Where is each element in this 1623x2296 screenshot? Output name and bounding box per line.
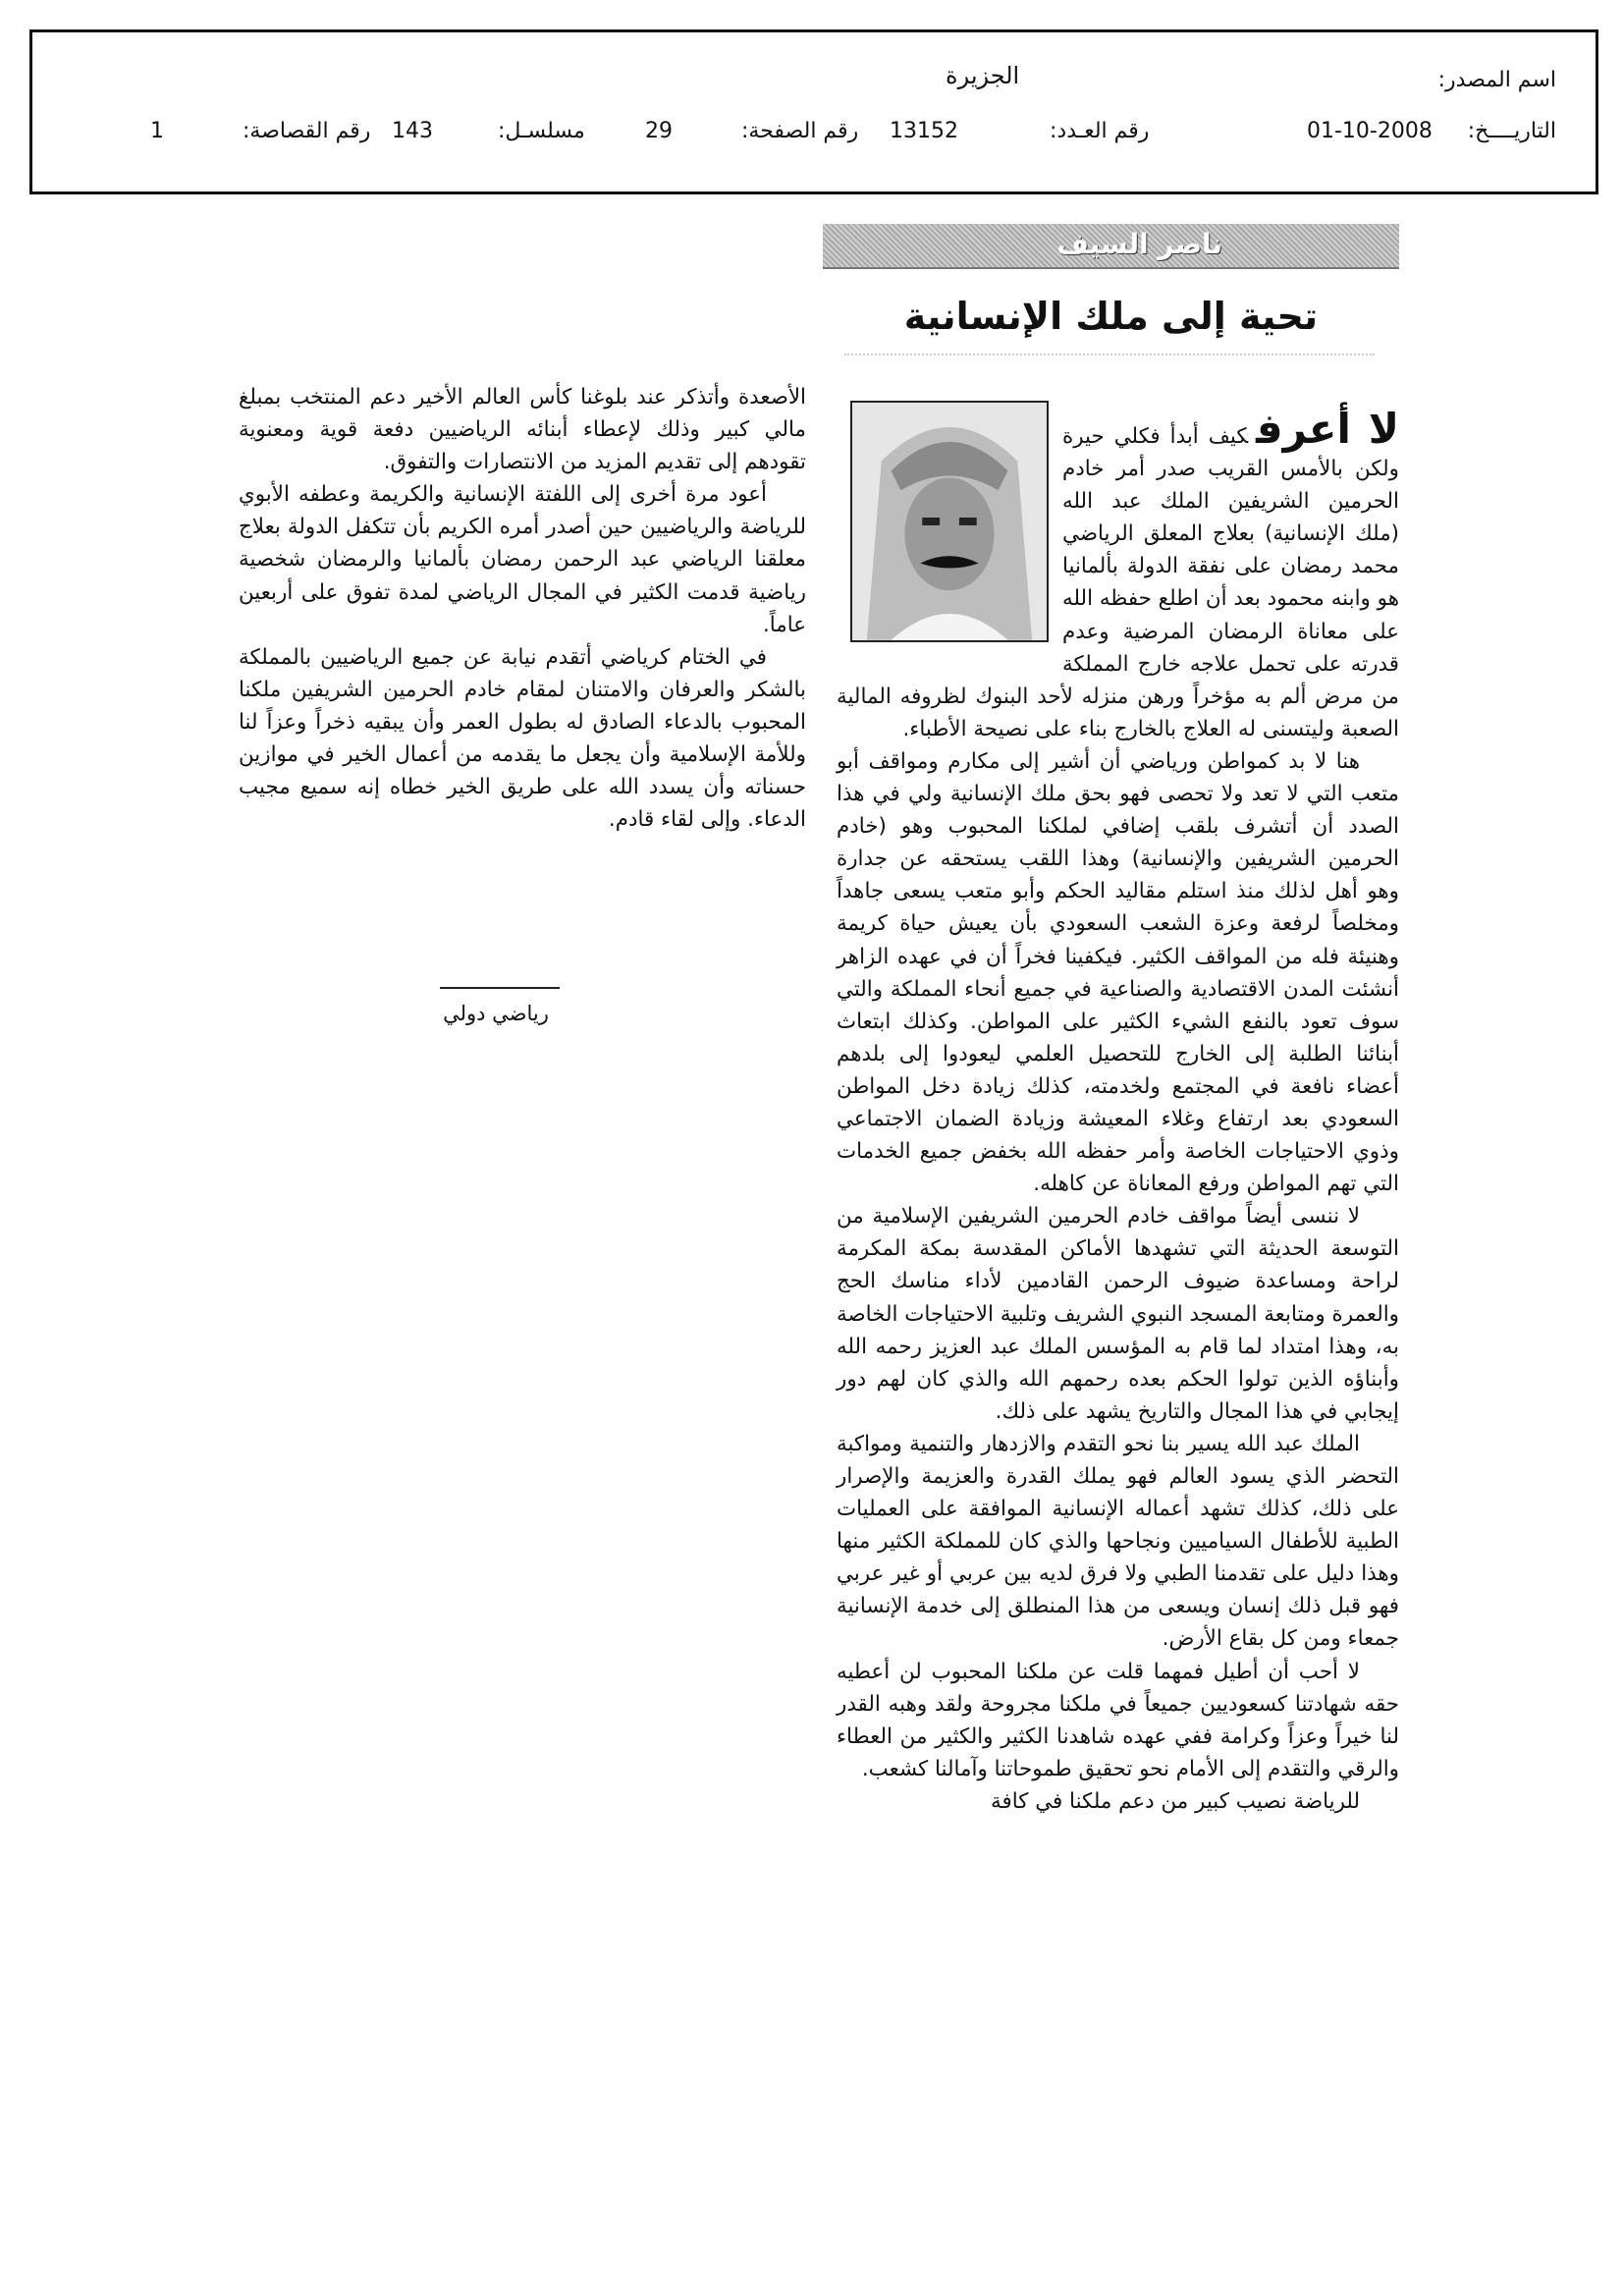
page-value: 29 xyxy=(645,119,673,143)
paragraph: هنا لا بد كمواطن ورياضي أن أشير إلى مكارم ومواقف أبو متعب التي لا تعد ولا تحصى فهو بحق ملك الإنسانية ولي في هذا الصدد أن أتشرف بلقب إضافي لملكنا المحبوب وهو (خادم الحرمين الشريفين والإنسانية) وهذا اللقب يستحقه عن جدارة وهو أهل لذلك منذ استلم مقاليد الحكم وأبو متعب يسعى جاهداً ومخلصاً لرفعة وعزة الشعب السعودي بأن يعيش حياة كريمة وهنيئة فله من المواقف الكثير. فيكفينا فخراً أن في عهده الزاهر أنشئت المدن الاقتصادية والصناعية في جميع أنحاء المملكة والتي سوف تعود بالنفع الشيء الكثير على المواطن. وكذلك ابتعاث أبنائنا الطلبة إلى الخارج للتحصيل العلمي ليعودوا إلى بلدهم أعضاء نافعة في المجتمع ولخدمته، كذلك زيادة دخل المواطن السعودي بعد ارتفاع وغلاء المعيشة وزيادة الضمان الاجتماعي وذوي الاحتياجات الخاصة وأمر حفظه الله بخفض جميع الخدمات التي تهم المواطن ورفع المعاناة عن كاهله. xyxy=(837,748,1399,1197)
paragraph: الأصعدة وأتذكر عند بلوغنا كأس العالم الأخير دعم المنتخب بمبلغ مالي كبير وذلك لإعطاء أبنائه الرياضيين دفعة قوية ومعنوية تقودهم إلى تقديم المزيد من الانتصارات والتفوق. xyxy=(239,385,806,475)
clip-value: 1 xyxy=(150,119,164,143)
clip-label: رقم القصاصة: xyxy=(243,119,371,143)
paragraph: للرياضة نصيب كبير من دعم ملكنا في كافة xyxy=(991,1788,1360,1814)
signature-divider xyxy=(440,987,560,989)
page-label: رقم الصفحة: xyxy=(741,119,859,143)
source-label: اسم المصدر: xyxy=(1437,68,1556,92)
paragraph: في الختام كرياضي أتقدم نيابة عن جميع الرياضيين بالمملكة بالشكر والعرفان والامتنان لمقام خادم الحرمين الشريفين ملكنا المحبوب بالدعاء الصادق له بطول العمر وأن يبقيه ذخراً وعزاً لنا وللأمة الإسلامية وأن يجعل ما يقدمه من أعمال الخير في موازين حسناته وأن يسدد الله على طريق الخير خطاه إنه سميع مجيب الدعاء. وإلى لقاء قادم. xyxy=(239,644,806,833)
divider xyxy=(844,354,1375,355)
serial-label: مسلسـل: xyxy=(498,119,585,143)
photo-spacer xyxy=(837,412,1062,658)
paragraph: الملك عبد الله يسير بنا نحو التقدم والازدهار والتنمية ومواكبة التحضر الذي يسود العالم فهو يملك القدرة والعزيمة والإصرار على ذلك، كذلك تشهد أعماله الإنسانية الموافقة على العمليات الطبية للأطفال السياميين ونجاحها والذي كان للمملكة الكثير منها وهذا دليل على تقدمنا الطبي ولا فرق لديه بين عربي أو غير عربي فهو قبل ذلك إنسان ويسعى من هذا المنطلق إلى خدمة الإنسانية جمعاء ومن كل بقاع الأرض. xyxy=(837,1431,1399,1652)
paragraph: أعود مرة أخرى إلى اللفتة الإنسانية والكريمة وعطفه الأبوي للرياضة والرياضيين حين أصدر أمره الكريم بأن تتكفل الدولة بعلاج معلقنا الرياضي عبد الرحمن رمضان بألمانيا والرمضان شخصية رياضية قدمت الكثير في المجال الرياضي لمدة تفوق على أربعين عاماً. xyxy=(239,482,806,637)
paragraph: لا أحب أن أطيل فمهما قلت عن ملكنا المحبوب لن أعطيه حقه شهادتنا كسعوديين جميعاً في ملكنا مجروحة ولقد وهبه القدر لنا خيراً وعزاً وكرامة ففي عهده شاهدنا الكثير والكثير من العطاء والرقي والتقدم إلى الأمام نحو تحقيق طموحاتنا وآمالنا كشعب. xyxy=(837,1659,1399,1781)
serial-value: 143 xyxy=(392,119,433,143)
paragraph: لا ننسى أيضاً مواقف خادم الحرمين الشريفين الإسلامية من التوسعة الحديثة التي تشهدها الأماكن المقدسة بمكة المكرمة لراحة ومساعدة ضيوف الرحمن القادمين لأداء مناسك الحج والعمرة ومتابعة المسجد النبوي الشريف وتلبية الاحتياجات الخاصة به، وهذا امتداد لما قام به المؤسس الملك عبد العزيز رحمه الله وأبناؤه الذين تولوا الحكم بعده رحمهم الله والذي كان لهم دور إيجابي في هذا المجال والتاريخ يشهد على ذلك. xyxy=(837,1204,1399,1424)
issue-label: رقم العـدد: xyxy=(1050,119,1150,143)
article-column-right xyxy=(837,405,1399,1818)
issue-value: 13152 xyxy=(890,119,958,143)
date-value: 01-10-2008 xyxy=(1307,119,1433,143)
clipping-header xyxy=(29,29,1598,194)
source-value: الجزيرة xyxy=(946,62,1020,89)
article-title: تحية إلى ملك الإنسانية xyxy=(903,295,1319,338)
article-column-left xyxy=(239,381,806,836)
byline-bar xyxy=(823,224,1399,269)
paragraph-text: كيف أبدأ فكلي حيرة ولكن بالأمس القريب صدر أمر خادم الحرمين الشريفين الملك عبد الله (ملك الإنسانية) بعلاج المعلق الرياضي محمد رمضان على نفقة الدولة بألمانيا هو وابنه محمود بعد أن اطلع حفظه الله على معاناة الرمضان المرضية وعدم قدرته على تحمل علاجه خارج المملكة من مرض ألم به مؤخراً ورهن منزله لأحد البنوك لظروفه المالية الصعبة وليتسنى له العلاج بالخارج بناء على نصيحة الأطباء. xyxy=(837,424,1399,741)
date-label: التاريــــخ: xyxy=(1467,119,1556,143)
byline: ناصر السيف xyxy=(1056,228,1222,260)
signature-caption: رياضي دولي xyxy=(443,1002,549,1025)
lead-word: لا أعرف xyxy=(1256,405,1399,453)
